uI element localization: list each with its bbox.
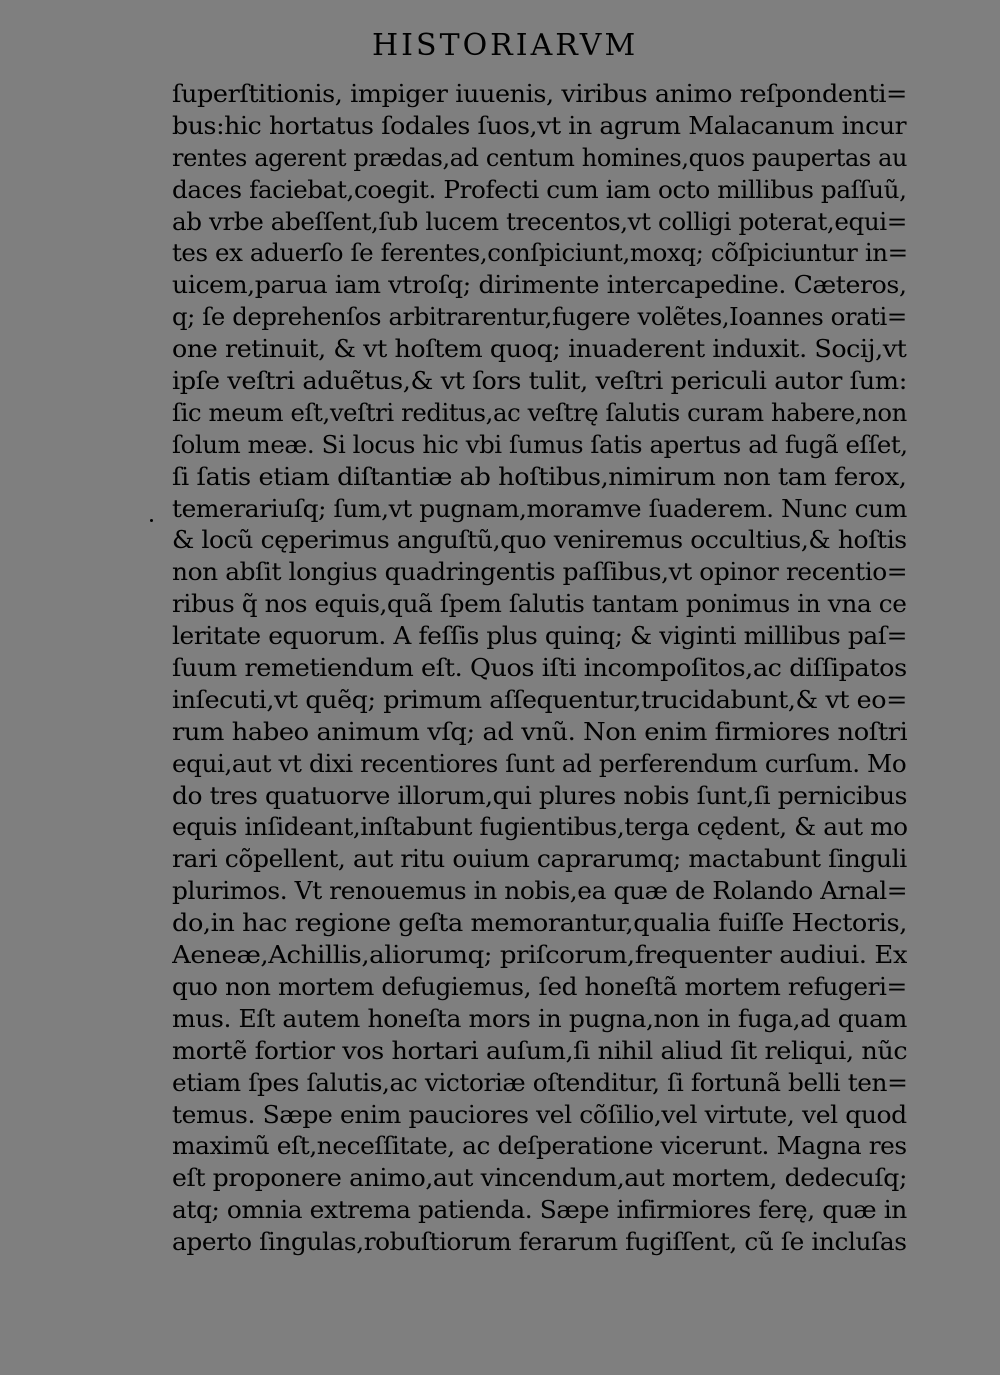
text-line: non abſit longius quadringentis paſſibus,vt opinor recentio= bbox=[172, 557, 908, 587]
text-line: mortẽ fortior vos hortari auſum,ſi nihil aliud ſit reliqui, nũc bbox=[172, 1035, 908, 1065]
text-line: atq; omnia extrema patienda. Sæpe infirmiores ferę, quæ in bbox=[172, 1195, 907, 1225]
text-line: temerariuſq; ſum,vt pugnam,moramve ſuaderem. Nunc cum bbox=[172, 493, 907, 523]
text-line: mus. Eſt autem honeſta mors in pugna,non in fuga,ad quam bbox=[172, 1003, 907, 1033]
text-line: ab vrbe abeſſent,ſub lucem trecentos,vt colligi poterat,equi= bbox=[172, 206, 907, 236]
text-line: rentes agerent prædas,ad centum homines,quos paupertas au bbox=[172, 142, 907, 172]
text-line: one retinuit, & vt hoſtem quoq; inuaderent induxit. Socij,vt bbox=[172, 334, 907, 364]
text-line: leritate equorum. A feſſis plus quinq; & viginti millibus paſ= bbox=[172, 621, 907, 651]
text-line: rari cõpellent, aut ritu ouium caprarumq; mactabunt ſinguli bbox=[172, 844, 907, 874]
text-line: rum habeo animum vſq; ad vnũ. Non enim firmiores noſtri bbox=[172, 716, 907, 746]
text-line: aperto ſingulas,robuſtiorum ferarum fugiſſent, cũ ſe incluſas bbox=[172, 1227, 907, 1257]
text-line: ribus q̃ nos equis,quã ſpem ſalutis tantam ponimus in vna ce bbox=[172, 589, 907, 619]
running-head: HISTORIARVM bbox=[372, 28, 639, 63]
text-line: & locũ cęperimus anguſtũ,quo veniremus occultius,& hoſtis bbox=[172, 525, 907, 555]
text-line: ipſe veſtri aduẽtus,& vt ſors tulit, veſtri periculi autor ſum: bbox=[172, 366, 907, 396]
text-line: ſi ſatis etiam diſtantiæ ab hoſtibus,nimirum non tam ferox, bbox=[172, 461, 907, 491]
text-line: bus:hic hortatus ſodales ſuos,vt in agrum Malacanum incur bbox=[172, 110, 907, 140]
text-line: ſolum meæ. Si locus hic vbi ſumus ſatis apertus ad fugã eſſet, bbox=[172, 429, 908, 459]
text-line: maximũ eſt,neceſſitate, ac deſperatione vicerunt. Magna res bbox=[172, 1131, 907, 1161]
text-line: Aeneæ,Achillis,aliorumq; priſcorum,frequenter audiui. Ex bbox=[172, 940, 907, 970]
text-line: daces faciebat,coegit. Profecti cum iam octo millibus paſſuũ, bbox=[172, 174, 907, 204]
text-line: q; ſe deprehenſos arbitrarentur,fugere volẽtes,Ioannes orati= bbox=[172, 302, 907, 332]
text-line: equi,aut vt dixi recentiores ſunt ad perferendum curſum. Mo bbox=[172, 748, 907, 778]
text-line: tes ex aduerſo ſe ferentes,conſpiciunt,moxq; cõſpiciuntur in= bbox=[172, 238, 908, 268]
text-line: etiam ſpes ſalutis,ac victoriæ oſtenditur, ſi fortunã belli ten= bbox=[172, 1067, 907, 1097]
text-line: eſt proponere animo,aut vincendum,aut mortem, dedecuſq; bbox=[172, 1163, 908, 1193]
text-line: ſuum remetiendum eſt. Quos iſti incompoſitos,ac diſſipatos bbox=[172, 653, 907, 683]
text-line: quo non mortem defugiemus, ſed honeſtã mortem refugeri= bbox=[172, 971, 907, 1001]
text-line: ſuperſtitionis, impiger iuuenis, viribus animo reſpondenti= bbox=[172, 79, 907, 108]
body-text bbox=[172, 78, 912, 1258]
text-line: inſecuti,vt quẽq; primum aſſequentur,trucidabunt,& vt eo= bbox=[172, 684, 907, 714]
text-line: do,in hac regione geſta memorantur,qualia fuiſſe Hectoris, bbox=[172, 908, 907, 938]
text-line: uicem,parua iam vtroſq; dirimente intercapedine. Cæteros, bbox=[172, 270, 907, 300]
text-line: temus. Sæpe enim pauciores vel cõſilio,vel virtute, vel quod bbox=[172, 1099, 907, 1129]
text-line: plurimos. Vt renouemus in nobis,ea quæ de Rolando Arnal= bbox=[172, 876, 908, 906]
ink-speck bbox=[150, 519, 153, 522]
text-line: ſic meum eſt,veſtri reditus,ac veſtrę ſalutis curam habere,non bbox=[172, 397, 907, 427]
text-line: equis inſideant,inſtabunt fugientibus,terga cędent, & aut mo bbox=[172, 812, 908, 842]
text-line: do tres quatuorve illorum,qui plures nobis ſunt,ſi pernicibus bbox=[172, 780, 908, 810]
